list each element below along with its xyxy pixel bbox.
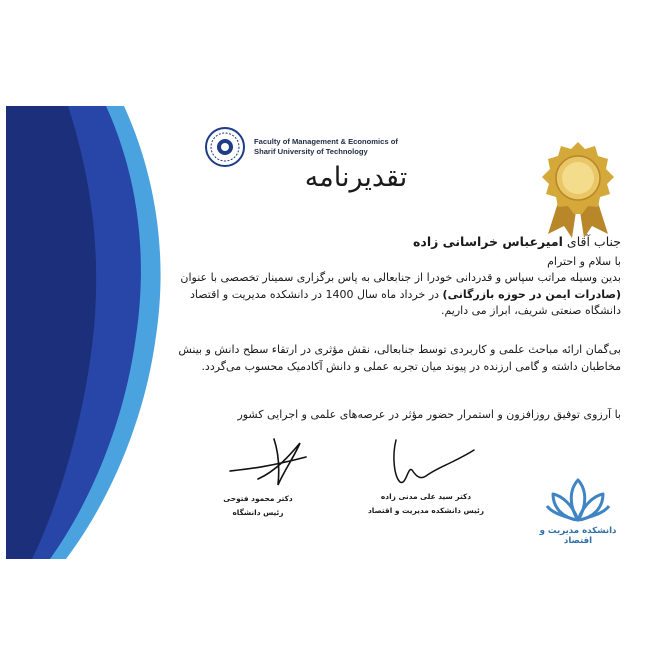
paragraph-1-intro: بدین وسیله مراتب سپاس و قدردانی خودرا از جنابعالی به پاس برگزاری سمینار تخصصی با عنوان	[180, 271, 621, 284]
recipient-line	[151, 234, 621, 249]
gold-medal-icon	[540, 142, 616, 238]
signatory-1-role: رئیس دانشگاه	[232, 508, 284, 517]
certificate	[6, 106, 645, 559]
closing-line: با آرزوی توفیق روزافزون و استمرار حضور مؤثر در عرصه‌های علمی و اجرایی کشور	[237, 408, 621, 421]
signatory-2-name: دکتر سید علی مدنی زاده	[380, 492, 472, 501]
certificate-title: تقدیرنامه	[304, 162, 408, 193]
left-decorative-waves	[6, 106, 176, 559]
paragraph-1-rest: در خرداد ماه سال 1400 در دانشکده مدیریت و اقتصاد دانشگاه صنعتی شریف، ابراز می داریم.	[190, 287, 621, 317]
signature-2-drawing	[386, 436, 476, 492]
seminar-title: (صادرات ایمن در حوزه بازرگانی)	[442, 287, 621, 301]
faculty-name-line1: Faculty of Management & Economics of	[254, 137, 398, 146]
signature-block-1	[208, 494, 308, 517]
faculty-name-line2: Sharif University of Technology	[254, 147, 368, 156]
signatory-2-role: رئیس دانشکده مدیریت و اقتصاد	[368, 506, 484, 515]
paragraph-1	[151, 270, 621, 320]
faculty-lotus-logo-icon	[545, 476, 611, 524]
greeting: با سلام و احترام	[547, 255, 621, 268]
recipient-prefix: جناب آقای	[566, 234, 621, 249]
paragraph-2: بی‌گمان ارائه مباحث علمی و کاربردی توسط جنابعالی، نقش مؤثری در ارتقاء سطح دانش و بینش مخاطبان داشته و گامی ارزنده در پیوند میان تجربه عملی و دانش آکادمیک محسوب می‌گردد.	[178, 343, 621, 373]
sharif-university-logo-icon	[204, 126, 246, 168]
signature-block-2	[361, 492, 491, 515]
signature-1-drawing	[228, 431, 308, 491]
faculty-logo-text: دانشکده مدیریت و اقتصاد	[539, 526, 617, 546]
recipient-name: امیرعباس خراسانی زاده	[413, 234, 563, 249]
signatory-1-name: دکتر محمود فتوحی	[223, 494, 293, 503]
